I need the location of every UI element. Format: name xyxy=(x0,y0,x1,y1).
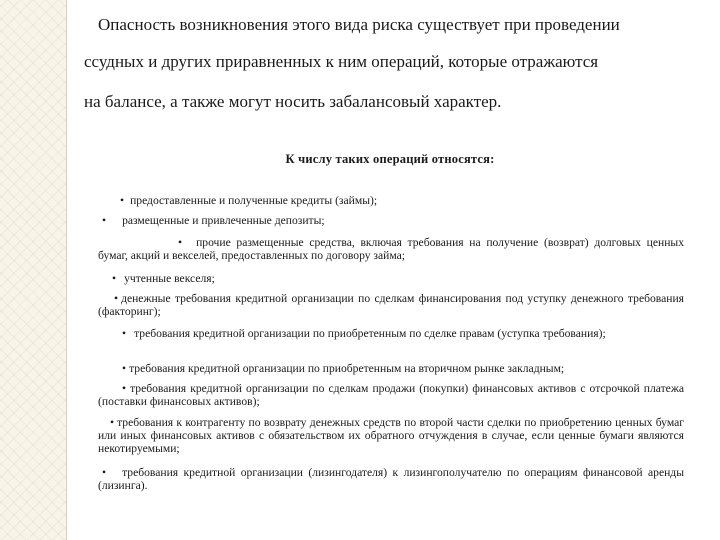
bullet-icon: • xyxy=(102,466,107,479)
list-item-text: размещенные и привлеченные депозиты; xyxy=(122,214,325,227)
list-item-text: требования кредитной организации по приобретенным по сделке правам (уступка требования); xyxy=(134,327,606,340)
intro-line-1: Опасность возникновения этого вида риска существует при проведении xyxy=(98,15,620,34)
bullet-icon: • xyxy=(110,416,115,429)
bullet-icon: • xyxy=(114,292,119,305)
intro-line-3: на балансе, а также могут носить забалансовый характер. xyxy=(84,92,502,111)
list-item xyxy=(98,362,684,375)
list-heading: К числу таких операций относятся: xyxy=(285,152,495,166)
decorative-side-band xyxy=(0,0,66,540)
list-item-text: требования к контрагенту по возврату денежных средств по второй части сделки по приобретению ценных бумаг или иных финансовых активов с обязательством их обратного отчуждения в случае, если ценные бумаги являются некотируемыми; xyxy=(98,416,684,455)
bullet-icon: • xyxy=(122,362,127,375)
list-item xyxy=(98,292,684,318)
list-item xyxy=(98,382,684,408)
bullet-icon: • xyxy=(112,272,117,285)
list-item-text: требования кредитной организации по приобретенным на вторичном рынке закладным; xyxy=(129,362,565,375)
bullet-icon: • xyxy=(102,214,107,227)
list-item xyxy=(98,466,684,492)
bullet-icon: • xyxy=(120,194,125,207)
list-item-text: прочие размещенные средства, включая требования на получение (возврат) долговых ценных бумаг, акций и векселей, предоставленных по договору займа; xyxy=(98,236,684,262)
list-item xyxy=(98,194,684,207)
list-item xyxy=(98,327,684,340)
side-band-border xyxy=(66,0,67,540)
list-item-text: учтенные векселя; xyxy=(124,272,215,285)
list-item-text: предоставленные и полученные кредиты (займы); xyxy=(130,194,378,207)
list-item xyxy=(98,236,684,262)
intro-line-2: ссудных и других приравненных к ним операций, которые отражаются xyxy=(84,52,599,71)
list-item xyxy=(98,214,684,227)
bullet-icon: • xyxy=(178,236,183,249)
list-item xyxy=(98,272,684,285)
list-item-text: требования кредитной организации по сделкам продажи (покупки) финансовых активов с отсрочкой платежа (поставки финансовых активов); xyxy=(98,382,684,408)
bullet-icon: • xyxy=(122,327,127,340)
list-item-text: денежные требования кредитной организации по сделкам финансирования под уступку денежного требования (факторинг); xyxy=(98,292,684,318)
bullet-icon: • xyxy=(122,382,127,395)
list-item xyxy=(98,416,684,455)
list-item-text: требования кредитной организации (лизингодателя) к лизингополучателю по операциям финансовой аренды (лизинга). xyxy=(98,466,684,492)
